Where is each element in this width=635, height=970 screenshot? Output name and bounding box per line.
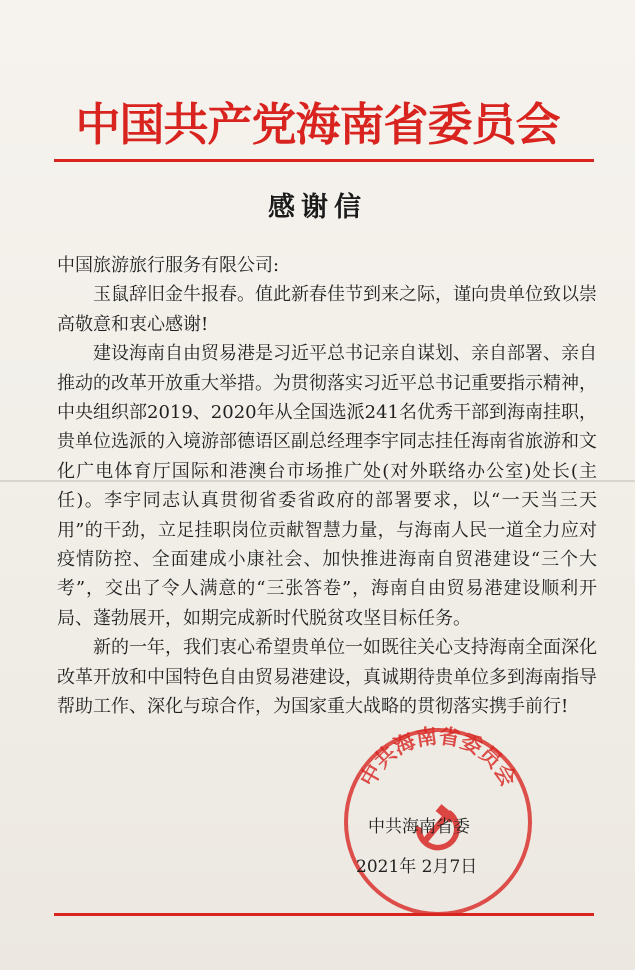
body-paragraph-2: 建设海南自由贸易港是习近平总书记亲自谋划、亲自部署、亲自推动的改革开放重大举措。为贯彻落实习近平总书记重要指示精神，中央组织部2019、2020年从全国选派241名优秀干部到海南挂职，贵单位选派的入境游部德语区副总经理李宇同志挂任海南省旅游和文化广电体育厅国际和港澳台市场推广处(对外联络办公室)处长(主任)。李宇同志认真贯彻省委省政府的部署要求，以“一天当三天用”的干劲，立足挂职岗位贡献智慧力量，与海南人民一道全力应对疫情防控、全面建成小康社会、加快推进海南自贸港建设“三个大考”，交出了令人满意的“三张答卷”，海南自由贸易港建设顺利开局、蓬勃展开，如期完成新时代脱贫攻坚目标任务。 xyxy=(57,343,597,629)
svg-text:中共海南省委员会 xyxy=(355,723,522,790)
letter-body xyxy=(57,251,597,722)
document-title: 感谢信 xyxy=(268,192,367,223)
salutation: 中国旅游旅行服务有限公司: xyxy=(57,255,280,276)
letterhead-red-rule xyxy=(54,159,594,162)
body-paragraph-3: 新的一年，我们衷心希望贵单位一如既往关心支持海南全面深化改革开放和中国特色自由贸易港建设，真诚期待贵单位多到海南指导帮助工作、深化与琼合作，为国家重大战略的贯彻落实携手前行! xyxy=(57,637,597,718)
seal-text: 中共海南省委员会 xyxy=(354,722,522,791)
signature-org: 中共海南省委 xyxy=(368,817,470,837)
letterhead: 中国共产党海南省委员会 xyxy=(75,98,560,151)
body-paragraph-1: 玉鼠辞旧金牛报春。值此新春佳节到来之际，谨向贵单位致以崇高敬意和衷心感谢! xyxy=(57,284,597,335)
signature-date: 2021年 2月7日 xyxy=(356,857,478,877)
footer-red-rule xyxy=(54,913,594,916)
